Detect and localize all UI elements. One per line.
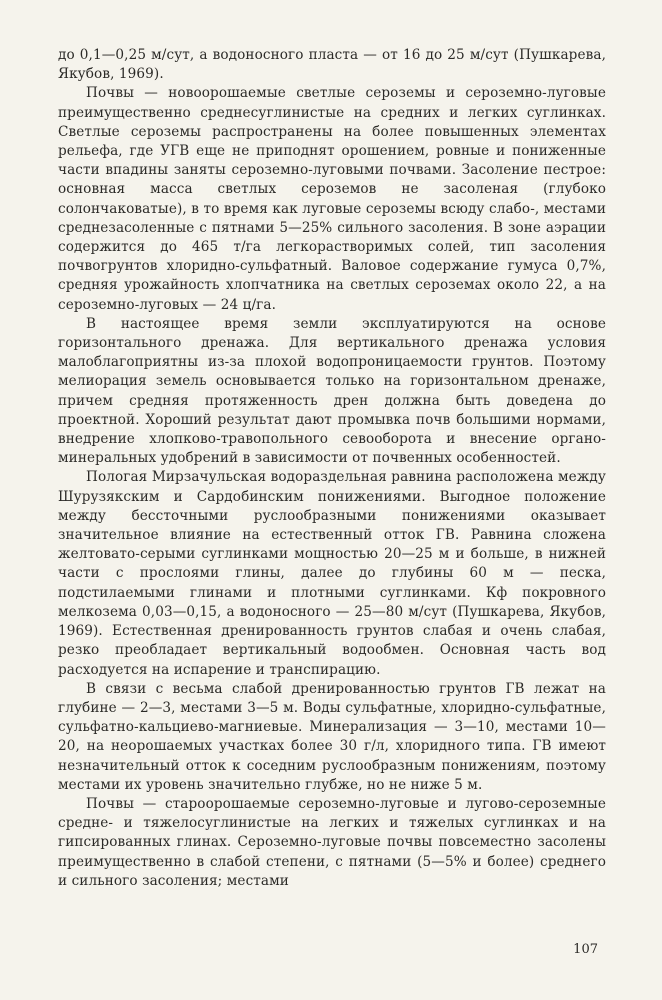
paragraph-6: Почвы — староорошаемые сероземно-луговые и лугово-сероземные средне- и тяжелосуглинистые на легких и тяжелых суглинках и на гипсированных глинах. Сероземно-луговые почвы повсеместно засолены преимущественно в слабой степени, с пятнами (5—5% и более) среднего и сильного засоления; местами xyxy=(58,795,606,889)
paragraph-5: В связи с весьма слабой дренированностью грунтов ГВ лежат на глубине — 2—3, местами 3—5 м. Воды сульфатные, хлоридно-сульфатные, сульфатно-кальциево-магниевые. Минерализация — 3—10, местами 10—20, на неорошаемых участках более 30 г/л, хлоридного типа. ГВ имеют незначительный отток к соседним руслообразным понижениям, поэтому местами их уровень значительно глубже, но не ниже 5 м. xyxy=(58,680,606,793)
paragraph-4: Пологая Мирзачульская водораздельная равнина расположена между Шурузякским и Сардобинским понижениями. Выгодное положение между бессточными руслообразными понижениями оказывает значительное влияние на естественный отток ГВ. Равнина сложена желтовато-серыми суглинками мощностью 20—25 м и больше, в нижней части с прослоями глины, далее до глубины 60 м — песка, подстилаемыми глинами и плотными суглинками. Кф покровного мелкозема 0,03—0,15, а водоносного — 25—80 м/сут (Пушкарева, Якубов, 1969). Естественная дренированность грунтов слабая и очень слабая, резко преобладает вертикальный водообмен. Основная часть вод расходуется на испарение и транспирацию. xyxy=(58,469,606,678)
paragraph-2: Почвы — новоорошаемые светлые сероземы и сероземно-луговые преимущественно среднесуглинистые на средних и легких суглинках. Светлые сероземы распространены на более повышенных элементах рельефа, где УГВ еще не приподнят орошением, ровные и пониженные части впадины заняты сероземно-луговыми почвами. Засоление пестрое: основная масса светлых сероземов не засоленая (глубоко солончаковатые), в то время как луговые сероземы всюду слабо-, местами среднезасоленные с пятнами 5—25% сильного засоления. В зоне аэрации содержится до 465 т/га легкорастворимых солей, тип засоления почвогрунтов хлоридно-сульфатный. Валовое содержание гумуса 0,7%, средняя урожайность хлопчатника на светлых сероземах около 22, а на сероземно-луговых — 24 ц/га. xyxy=(58,85,606,313)
page-number: 107 xyxy=(573,942,598,957)
paragraph-3: В настоящее время земли эксплуатируются на основе горизонтального дренажа. Для вертикального дренажа условия малоблагоприятны из-за плохой водопроницаемости грунтов. Поэтому мелиорация земель основывается только на горизонтальном дренаже, причем средняя протяженность дрен должна быть доведена до проектной. Хороший результат дают промывка почв большими нормами, внедрение хлопково-травопольного севооборота и внесение органо-минеральных удобрений в зависимости от почвенных особенностей. xyxy=(58,315,606,467)
paragraph-1: до 0,1—0,25 м/сут, а водоносного пласта — от 16 до 25 м/сут (Пушкарева, Якубов, 1969). xyxy=(58,47,606,83)
body-text xyxy=(58,46,606,891)
